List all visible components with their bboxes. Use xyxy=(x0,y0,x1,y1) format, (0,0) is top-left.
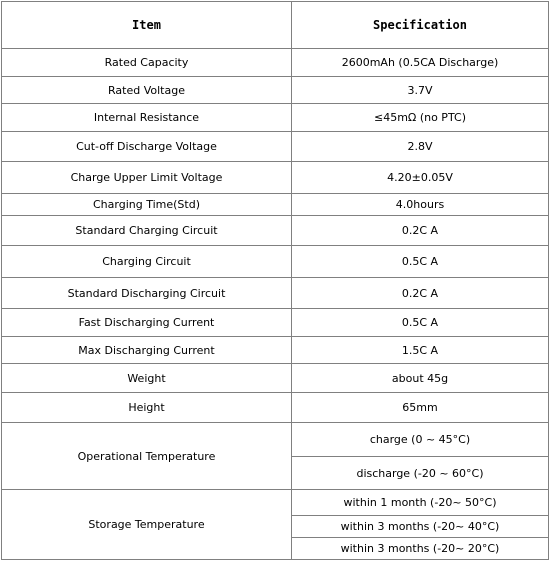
item-cell: Charging Time(Std) xyxy=(2,194,292,216)
item-cell: Height xyxy=(2,393,292,423)
spec-cell: 4.20±0.05V xyxy=(292,162,549,194)
table-row xyxy=(2,77,549,104)
spec-cell: within 1 month (-20~ 50°C) xyxy=(292,490,549,516)
spec-header: Specification xyxy=(292,2,549,49)
spec-cell: within 3 months (-20~ 40°C) xyxy=(292,516,549,538)
spec-cell: discharge (-20 ~ 60°C) xyxy=(292,457,549,490)
spec-cell: charge (0 ~ 45°C) xyxy=(292,423,549,457)
spec-cell: 0.5C A xyxy=(292,309,549,337)
table-row xyxy=(2,490,549,516)
table-row xyxy=(2,132,549,162)
item-cell: Internal Resistance xyxy=(2,104,292,132)
item-cell: Standard Discharging Circuit xyxy=(2,278,292,309)
spec-cell: about 45g xyxy=(292,364,549,393)
item-cell-storage-temperature: Storage Temperature xyxy=(2,490,292,560)
table-row xyxy=(2,393,549,423)
table-row xyxy=(2,364,549,393)
spec-cell: ≤45mΩ (no PTC) xyxy=(292,104,549,132)
item-cell: Max Discharging Current xyxy=(2,337,292,364)
table-row xyxy=(2,337,549,364)
table-row xyxy=(2,104,549,132)
spec-cell: 0.2C A xyxy=(292,216,549,246)
item-cell: Rated Capacity xyxy=(2,49,292,77)
table-row xyxy=(2,194,549,216)
table-row xyxy=(2,278,549,309)
spec-cell: 65mm xyxy=(292,393,549,423)
spec-cell: within 3 months (-20~ 20°C) xyxy=(292,538,549,560)
item-header: Item xyxy=(2,2,292,49)
item-cell-operational-temperature: Operational Temperature xyxy=(2,423,292,490)
spec-cell: 0.5C A xyxy=(292,246,549,278)
spec-cell: 0.2C A xyxy=(292,278,549,309)
spec-cell: 4.0hours xyxy=(292,194,549,216)
table-row xyxy=(2,49,549,77)
specification-table xyxy=(1,1,549,560)
item-cell: Charging Circuit xyxy=(2,246,292,278)
table-row xyxy=(2,162,549,194)
spec-cell: 2.8V xyxy=(292,132,549,162)
spec-cell: 3.7V xyxy=(292,77,549,104)
spec-cell: 2600mAh (0.5CA Discharge) xyxy=(292,49,549,77)
item-cell: Charge Upper Limit Voltage xyxy=(2,162,292,194)
table-row xyxy=(2,246,549,278)
spec-cell: 1.5C A xyxy=(292,337,549,364)
item-cell: Standard Charging Circuit xyxy=(2,216,292,246)
item-cell: Rated Voltage xyxy=(2,77,292,104)
item-cell: Weight xyxy=(2,364,292,393)
header-row xyxy=(2,2,549,49)
table-row xyxy=(2,309,549,337)
table-row xyxy=(2,423,549,457)
item-cell: Fast Discharging Current xyxy=(2,309,292,337)
table-row xyxy=(2,216,549,246)
item-cell: Cut-off Discharge Voltage xyxy=(2,132,292,162)
